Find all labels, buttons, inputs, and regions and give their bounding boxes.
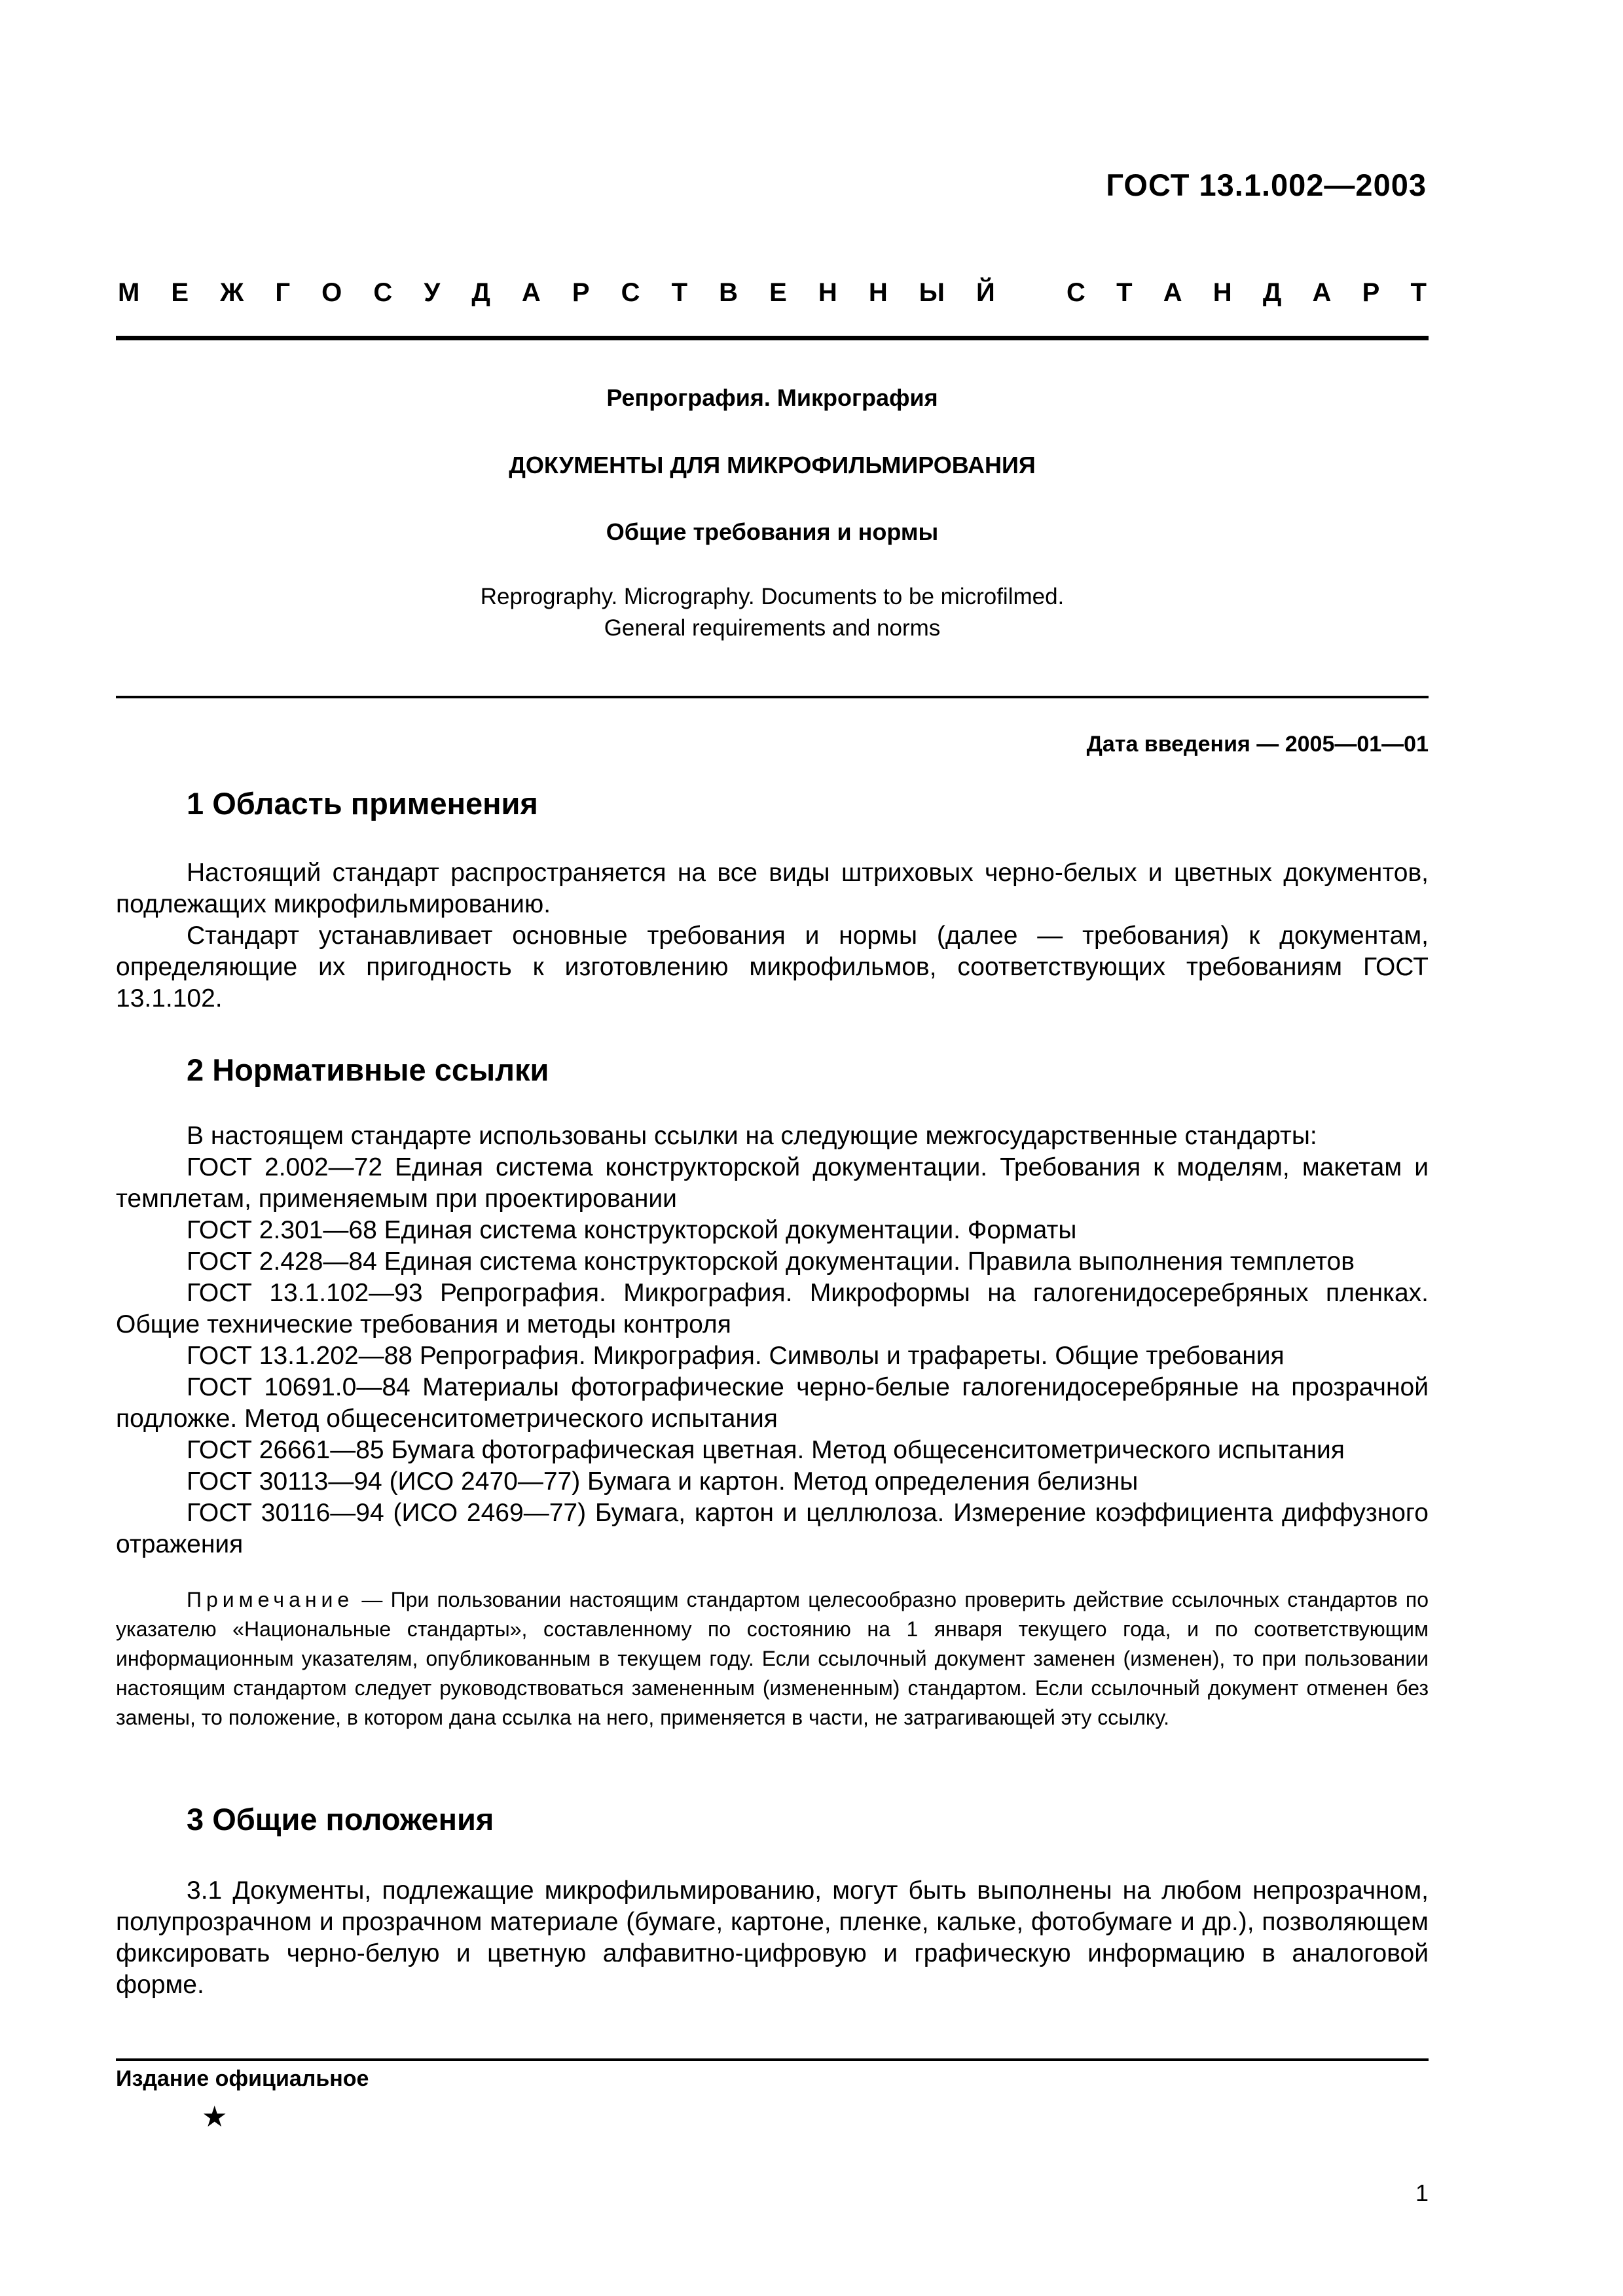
reference-item: ГОСТ 26661—85 Бумага фотографическая цветная. Метод общесенситометрического испытания xyxy=(187,1436,1345,1464)
banner-letter: Й xyxy=(976,278,995,307)
banner-letter: Ы xyxy=(919,278,945,307)
section-1-heading: 1 Область применения xyxy=(187,786,538,821)
star-icon: ★ xyxy=(202,2101,228,2133)
banner-letter: Ж xyxy=(220,278,244,307)
note-text: — При пользовании настоящим стандартом целесообразно проверить действие ссылочных стандартов по указателю «Национальные стандарты», составленному по состоянию на 1 января текущего года, и по соответствующим информационным указателям, опубликованным в текущем году. Если ссылочный документ заменен (изменен), то при пользовании настоящим стандартом следует руководствоваться замененным (измененным) стандартом. Если ссылочный документ отменен без замены, то положение, в котором дана ссылка на него, применяется в части, не затрагивающей эту ссылку. xyxy=(116,1588,1429,1729)
reference-item: ГОСТ 30116—94 (ИСО 2469—77) Бумага, картон и целлюлоза. Измерение коэффициента диффузного отражения xyxy=(116,1499,1429,1558)
banner-letter: Н xyxy=(818,278,837,307)
title-line-3: Общие требования и нормы xyxy=(606,518,939,545)
references-note xyxy=(116,1585,1429,1732)
reference-item: ГОСТ 2.002—72 Единая система конструкторской документации. Требования к моделям, макетам и темплетам, применяемым при проектировании xyxy=(116,1153,1429,1213)
banner-letter: С xyxy=(621,278,640,307)
banner-letter: А xyxy=(1312,278,1332,307)
section-2-heading: 2 Нормативные ссылки xyxy=(187,1052,549,1087)
banner-letter: А xyxy=(1163,278,1182,307)
banner-letter: О xyxy=(321,278,342,307)
section-1-body xyxy=(116,857,1429,1014)
banner-letter: Т xyxy=(1116,278,1133,307)
note-label: Примечание xyxy=(187,1588,354,1611)
banner-letter: Т xyxy=(1410,278,1427,307)
paragraph: В настоящем стандарте использованы ссылки на следующие межгосударственные стандарты: xyxy=(187,1122,1317,1150)
reference-item: ГОСТ 13.1.102—93 Репрография. Микрография. Микроформы на галогенидосеребряных пленках. Общие технические требования и методы контроля xyxy=(116,1279,1429,1338)
section-3-heading: 3 Общие положения xyxy=(187,1802,494,1837)
banner-word-standard xyxy=(1067,278,1427,308)
paragraph: 3.1 Документы, подлежащие микрофильмированию, могут быть выполнены на любом непрозрачном, полупрозрачном и прозрачном материале (бумаге, картоне, пленке, кальке, фотобумаге и др.), позволяющем фиксировать черно-белую и цветную алфавитно-цифровую и графическую информацию в аналоговой форме. xyxy=(116,1876,1429,1999)
english-title-line-2: General requirements and norms xyxy=(604,615,941,641)
paragraph: Стандарт устанавливает основные требования и нормы (далее — требования) к документам, определяющие их пригодность к изготовлению микрофильмов, соответствующих требованиям ГОСТ 13.1.102. xyxy=(116,922,1429,1013)
banner-letter: Г xyxy=(275,278,291,307)
reference-item: ГОСТ 2.428—84 Единая система конструкторской документации. Правила выполнения темплетов xyxy=(187,1247,1355,1276)
title-line-2: ДОКУМЕНТЫ ДЛЯ МИКРОФИЛЬМИРОВАНИЯ xyxy=(509,452,1036,478)
footer-divider xyxy=(116,2058,1429,2061)
banner-letter: Р xyxy=(1362,278,1380,307)
page-number: 1 xyxy=(1415,2179,1429,2206)
interstate-standard-banner xyxy=(118,278,1427,308)
banner-letter: С xyxy=(373,278,393,307)
banner-letter: С xyxy=(1067,278,1085,307)
banner-letter: Д xyxy=(1262,278,1282,307)
banner-letter: Е xyxy=(769,278,787,307)
reference-item: ГОСТ 30113—94 (ИСО 2470—77) Бумага и картон. Метод определения белизны xyxy=(187,1467,1139,1496)
title-divider xyxy=(116,696,1429,698)
banner-letter: М xyxy=(118,278,140,307)
paragraph: Настоящий стандарт распространяется на все виды штриховых черно-белых и цветных документов, подлежащих микрофильмированию. xyxy=(116,859,1429,918)
banner-letter: Н xyxy=(868,278,888,307)
banner-letter: Е xyxy=(171,278,189,307)
section-2-body xyxy=(116,1121,1429,1560)
title-line-1: Репрография. Микрография xyxy=(606,384,938,411)
banner-letter: А xyxy=(521,278,541,307)
introduction-date: Дата введения — 2005—01—01 xyxy=(1086,732,1429,757)
english-title xyxy=(116,581,1429,644)
english-title-line-1: Reprography. Micrography. Documents to be microfilmed. xyxy=(480,584,1065,609)
official-edition-label: Издание официальное xyxy=(116,2066,369,2091)
section-3-body xyxy=(116,1875,1429,2001)
banner-letter: В xyxy=(719,278,738,307)
banner-letter: Н xyxy=(1213,278,1232,307)
reference-item: ГОСТ 2.301—68 Единая система конструкторской документации. Форматы xyxy=(187,1216,1077,1244)
banner-letter: У xyxy=(424,278,441,307)
header-divider xyxy=(116,336,1429,340)
banner-letter: Д xyxy=(471,278,490,307)
banner-word-interstate xyxy=(118,278,995,308)
banner-letter: Р xyxy=(572,278,590,307)
banner-letter: Т xyxy=(671,278,688,307)
reference-item: ГОСТ 13.1.202—88 Репрография. Микрография. Символы и трафареты. Общие требования xyxy=(187,1342,1285,1370)
standard-number: ГОСТ 13.1.002—2003 xyxy=(1106,168,1427,202)
reference-item: ГОСТ 10691.0—84 Материалы фотографические черно-белые галогенидосеребряные на прозрачной подложке. Метод общесенситометрического испытания xyxy=(116,1373,1429,1433)
